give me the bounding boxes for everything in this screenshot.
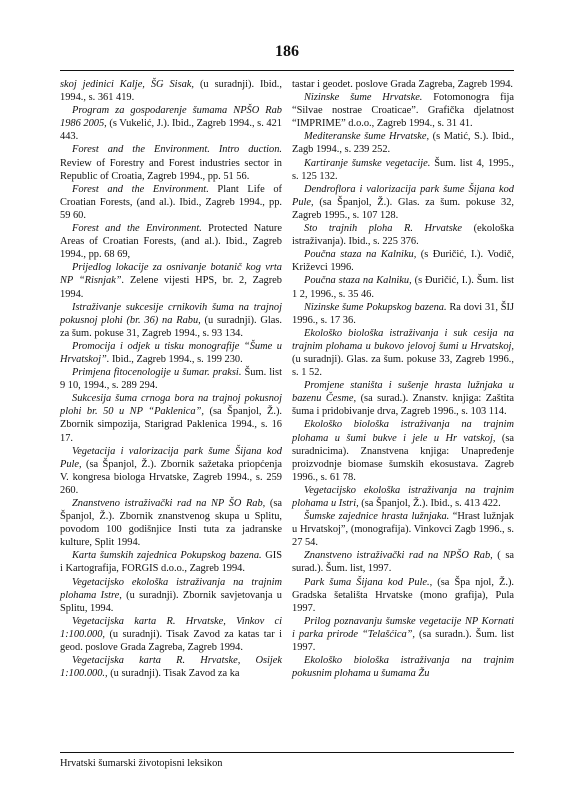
entry-title: Prijedlog lokacije za osnivanje botanič kog vrta NP “Risnjak”. bbox=[60, 262, 282, 287]
entry-title: Vegetacijska karta R. Hrvatske, Vinkov ci 1:100.000, bbox=[60, 615, 282, 640]
bibliography-entry bbox=[60, 183, 282, 222]
bibliography-entry bbox=[292, 301, 514, 327]
bibliography-entry bbox=[292, 91, 514, 130]
bibliography-entry bbox=[292, 615, 514, 654]
entry-title: Promocija i odjek u tisku monografije “Šume u Hrvatskoj”. bbox=[60, 340, 282, 365]
entry-title: Promjene staništa i sušenje hrasta lužnjaka u bazenu Česme, bbox=[292, 380, 514, 405]
entry-details: (s Matić, S.). Ibid., Zagb 1994., s. 239 252. bbox=[292, 131, 514, 156]
entry-details: Šum. list 9 10, 1994., s. 289 294. bbox=[60, 367, 282, 392]
entry-title: Forest and the Environment. bbox=[72, 183, 209, 195]
entry-title: Poučna staza na Kalniku, bbox=[304, 275, 412, 287]
entry-details: (ekološka istraživanja). Ibid., s. 225 376. bbox=[292, 223, 514, 248]
entry-details: (sa Špa njol, Ž.). Gradska šetališta Hrvatske (mono grafija), Pula 1997. bbox=[292, 576, 514, 614]
bibliography-entry bbox=[292, 418, 514, 483]
bibliography-entry bbox=[60, 366, 282, 392]
right-column bbox=[292, 78, 514, 680]
bibliography-entry bbox=[292, 78, 514, 91]
entry-title: Forest and the Environment. bbox=[72, 223, 202, 235]
bibliography-entry bbox=[292, 484, 514, 510]
entry-details: (sa Španjol, Ž.). Zbornik sažetaka priopćenja V. kongresa biologa Hrvatske, Zagreb 1994., s. 259 260. bbox=[60, 458, 282, 496]
entry-title: Istraživanje sukcesije crnikovih šuma na trajnoj pokusnoj plohi (br. 36) na Rabu, bbox=[60, 301, 282, 326]
entry-title: Sukcesija šuma crnoga bora na trajnoj pokusnoj plohi br. 50 u NP “Paklenica”, bbox=[60, 393, 282, 418]
entry-details: (sa Španjol, Ž.). Glas. za šum. pokuse 32, Zagreb 1995., s. 107 128. bbox=[292, 196, 514, 221]
entry-title: Vegetacijsko ekološka istraživanja na trajnim plohama Istre, bbox=[60, 576, 282, 601]
entry-title: Dendroflora i valorizacija park šume Šijana kod Pule, bbox=[292, 183, 514, 208]
bibliography-entry bbox=[60, 301, 282, 340]
entry-title: Znanstveno istraživački rad na NP ŠO Rab, bbox=[72, 498, 266, 509]
entry-details: (sa Španjol, Ž.). Zbornik simpozija, Starigrad Paklenica 1994., s. 16 17. bbox=[60, 406, 283, 444]
left-column bbox=[60, 78, 282, 680]
footer-text: Hrvatski šumarski životopisni leksikon bbox=[60, 758, 223, 769]
entry-details: Plant Life of Croatian Forests, (and al.). Ibid., Zagreb 1994., pp. 59 60. bbox=[60, 183, 282, 221]
entry-details: “Hrast lužnjak u Hrvatskoj”, (monografija). Vinkovci Zagb 1996., s. 27 54. bbox=[292, 511, 514, 549]
entry-details: Ra dovi 31, ŠIJ 1996., s. 17 36. bbox=[292, 301, 514, 326]
footer-rule bbox=[60, 752, 514, 753]
bibliography-entry bbox=[292, 549, 514, 575]
bibliography-entry bbox=[60, 445, 282, 497]
entry-title: Primjena fitocenologije u šumar. praksi. bbox=[72, 367, 242, 379]
entry-details: (sa Španjol, Ž.). Ibid., s. 413 422. bbox=[358, 498, 501, 509]
entry-details: ( sa surad.). Šum. list, 1997. bbox=[292, 550, 514, 575]
bibliography-entry bbox=[60, 143, 282, 182]
entry-details: (u suradnji). Tisak Zavod za ka bbox=[107, 668, 240, 680]
entry-details: (u suradnji). Ibid., 1994., s. 361 419. bbox=[60, 79, 282, 104]
bibliography-entry bbox=[60, 654, 282, 680]
entry-title: skoj jedinici Kalje, ŠG Sisak, bbox=[60, 79, 195, 90]
entry-details: (sa Španjol, Ž.). Zbornik znanstvenog skupa u Splitu, povodom 100 godišnjice Insti tuta za jadranske kulture, Split 1994. bbox=[60, 498, 282, 549]
bibliography-entry bbox=[292, 157, 514, 183]
header-rule bbox=[60, 70, 514, 71]
entry-title: Kartiranje šumske vegetacije. bbox=[304, 157, 431, 169]
entry-details: (s Đuričić, I.). Šum. list 1 2, 1996., s. 35 46. bbox=[292, 275, 514, 300]
entry-details: Šum. list 4, 1995., s. 125 132. bbox=[292, 157, 514, 182]
bibliography-entry bbox=[292, 222, 514, 248]
entry-details: (u suradnji). Glas. za šum. pokuse 33, Zagreb 1996., s. 1 52. bbox=[292, 353, 514, 379]
bibliography-entry bbox=[60, 549, 282, 575]
entry-title: Sto trajnih ploha R. Hrvatske bbox=[304, 223, 463, 235]
bibliography-entry bbox=[292, 327, 514, 379]
entry-details: Review of Forestry and Forest industries sector in Republic of Croatia, Zagreb 1994., pp. 51 56. bbox=[60, 157, 282, 182]
entry-details: tastar i geodet. poslove Grada Zagreba, Zagreb 1994. bbox=[292, 79, 514, 90]
entry-details: (sa suradnicima). Znanstvena knjiga: Unapređenje proizvodnje biomase šumskih ekosustava. Zagreb 1996., s. 61 78. bbox=[292, 432, 514, 483]
entry-title: Znanstveno istraživački rad na NPŠO Rab, bbox=[304, 550, 493, 562]
entry-details: (s Đuričić, I.). Vodič, Križevci 1996. bbox=[292, 249, 514, 274]
bibliography-entry bbox=[292, 274, 514, 300]
bibliography-entry bbox=[60, 261, 282, 300]
entry-title: Prilog poznavanju šumske vegetacije NP Kornati i parka prirode “Telašćica”, bbox=[292, 615, 514, 640]
entry-details: Zelene vijesti HPS, br. 2, Zagreb 1994. bbox=[60, 275, 282, 300]
bibliography-entry bbox=[60, 104, 282, 143]
bibliography-entry bbox=[292, 379, 514, 418]
entry-title: Poučna staza na Kalniku, bbox=[304, 249, 417, 261]
bibliography-entry bbox=[292, 183, 514, 222]
bibliography-entry bbox=[292, 130, 514, 156]
entry-title: Ekološko biološka istraživanja na trajnim plohama u šumi bukve i jele u Hr vatskoj, bbox=[292, 419, 514, 444]
entry-details: GIS i Kartografija, FORGIS d.o.o., Zagreb 1994. bbox=[60, 550, 282, 575]
entry-title: Mediteranske šume Hrvatske, bbox=[304, 131, 430, 143]
bibliography-entry bbox=[60, 78, 282, 104]
bibliography-entry bbox=[60, 392, 282, 444]
bibliography-entry bbox=[60, 340, 282, 366]
entry-details: (s Vukelić, J.). Ibid., Zagreb 1994., s. 421 443. bbox=[60, 118, 282, 143]
entry-title: Karta šumskih zajednica Pokupskog bazena. bbox=[72, 550, 262, 562]
entry-title: Nizinske šume Pokupskog bazena. bbox=[304, 301, 447, 313]
entry-details: Protected Nature Areas of Croatian Forests, (and al.). Ibid., Zagreb 1994., pp. 68 69, bbox=[60, 223, 282, 261]
entry-title: Park šuma Šijana kod Pule., bbox=[304, 576, 433, 588]
entry-details: (u suradnji). Tisak Zavod za katas tar i geod. poslove Grada Zagreba, Zagreb 1994. bbox=[60, 628, 282, 654]
entry-title: Vegetacija i valorizacija park šume Šijana kod Pule, bbox=[60, 445, 282, 470]
bibliography-entry bbox=[292, 248, 514, 274]
bibliography-entry bbox=[292, 576, 514, 615]
entry-details: (u suradnji). Glas. za šum. pokuse 31, Zagreb 1994., s. 93 134. bbox=[60, 314, 282, 339]
bibliography-entry bbox=[60, 576, 282, 615]
page-number: 186 bbox=[275, 43, 299, 60]
entry-title: Vegetacijska karta R. Hrvatske, Osijek 1:100.000., bbox=[60, 655, 282, 680]
bibliography-entry bbox=[60, 497, 282, 549]
entry-details: (u suradnji). Zbornik savjetovanja u Splitu, 1994. bbox=[60, 589, 282, 614]
bibliography-entry bbox=[292, 654, 514, 680]
entry-title: Forest and the Environment. Intro duction. bbox=[72, 144, 282, 156]
entry-title: Nizinske šume Hrvatske. bbox=[304, 92, 423, 104]
entry-title: Program za gospodarenje šumama NPŠO Rab 1986 2005, bbox=[60, 105, 282, 130]
bibliography-entry bbox=[292, 510, 514, 549]
entry-title: Šumske zajednice hrasta lužnjaka. bbox=[304, 511, 450, 523]
entry-details: (sa suradn.). Šum. list 1997. bbox=[292, 628, 514, 654]
entry-details: Ibid., Zagreb 1994., s. 199 230. bbox=[109, 353, 243, 365]
entry-title: Ekološko biološka istraživanja i suk cesija na trajnim plohama u bukovo jelovoj šumi u Hrvatskoj, bbox=[292, 327, 514, 352]
entry-details: (sa surad.). Znanstv. knjiga: Zaštita šuma i pridobivanje drva, Zagreb 1996., s. 103 114. bbox=[292, 393, 515, 418]
entry-title: Vegetacijsko ekološka istraživanja na trajnim plohama u Istri, bbox=[292, 484, 514, 509]
entry-title: Ekološko biološka istraživanja na trajnim pokusnim plohama u šumama Žu bbox=[292, 655, 514, 680]
bibliography-entry bbox=[60, 615, 282, 654]
bibliography-entry bbox=[60, 222, 282, 261]
entry-details: Fotomonogra fija “Silvae nostrae Croaticae”. Grafička djelatnost “IMPRIME” d.o.o., Zagreb 1994., s. 31 41. bbox=[292, 92, 514, 130]
